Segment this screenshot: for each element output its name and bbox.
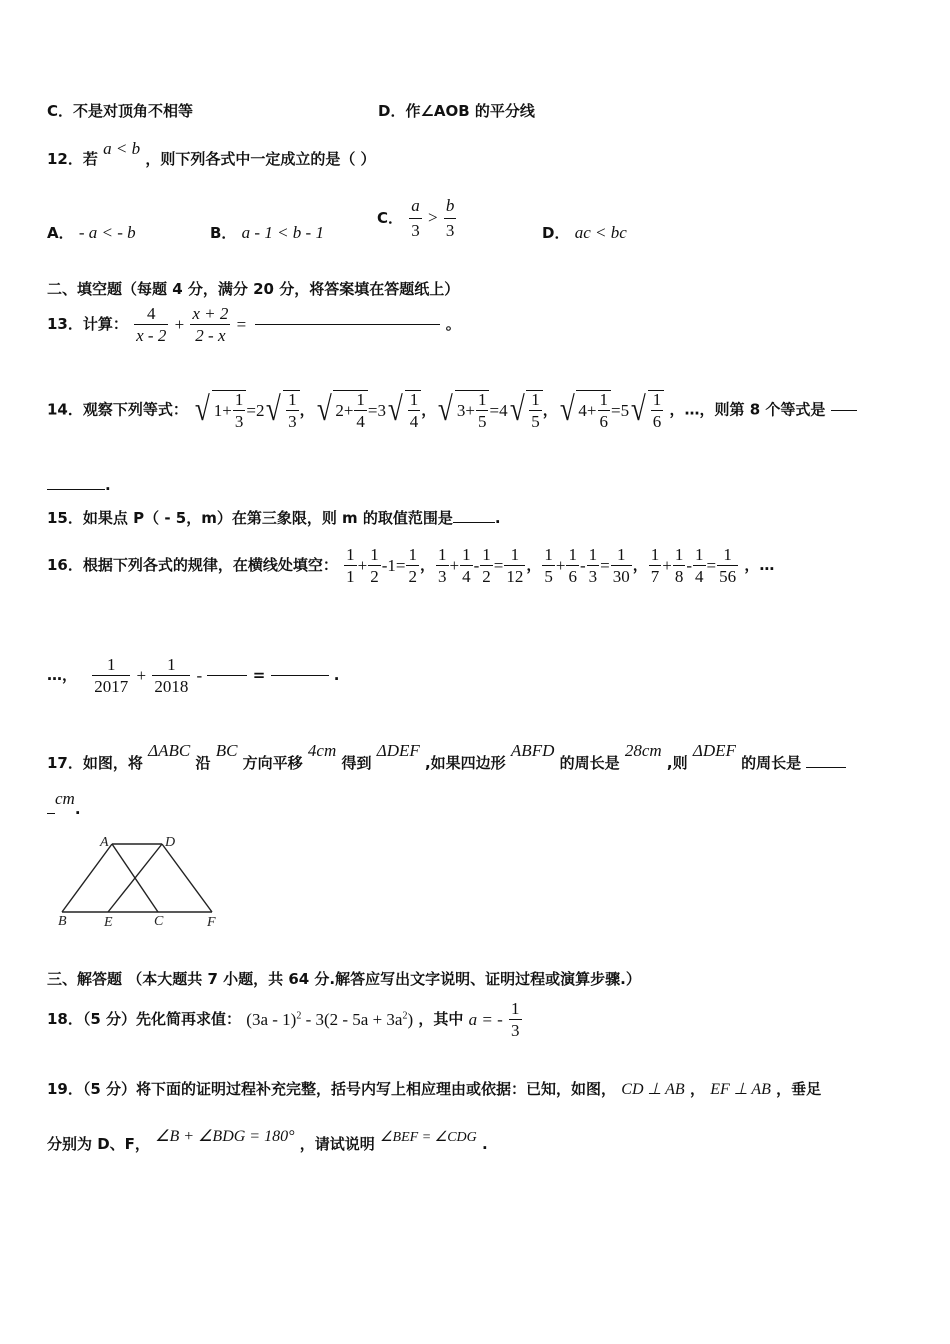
fraction: $\frac{1}{2}$ bbox=[482, 545, 491, 586]
minus: - bbox=[381, 556, 388, 575]
fraction: $\frac{1}{5}$ bbox=[477, 390, 487, 431]
coefficient: 5 bbox=[620, 400, 630, 420]
q19-text-2: ，垂足 bbox=[776, 1080, 822, 1098]
sqrt-expression bbox=[315, 390, 368, 430]
fraction: $\frac{1}{3}$ bbox=[438, 545, 447, 586]
answer-blank[interactable] bbox=[207, 675, 247, 676]
q12-option-b bbox=[210, 222, 324, 243]
plus: + bbox=[586, 401, 597, 420]
q17-text-6: 的周长是 bbox=[559, 754, 620, 772]
plus: + bbox=[555, 556, 566, 575]
fraction: $\frac{1}{3}$ bbox=[234, 390, 244, 431]
q12-condition: a < b bbox=[103, 139, 141, 158]
q14-equations bbox=[193, 390, 664, 431]
q19-text-1: 19．（5 分）将下面的证明过程补充完整，括号内写上相应理由或依据：已知，如图， bbox=[47, 1080, 617, 1098]
radical-sign: √ bbox=[630, 391, 646, 428]
q17-text-3: 方向平移 bbox=[242, 754, 303, 772]
fraction: $\frac{1}{4}$ bbox=[462, 545, 471, 586]
q17-triangle-def: ΔDEF bbox=[376, 741, 420, 760]
q12-option-d-label: D． bbox=[542, 224, 570, 242]
fraction: $\frac{1}{8}$ bbox=[674, 545, 684, 586]
q17-text-4: 得到 bbox=[341, 754, 372, 772]
q17-text-5: ,如果四边形 bbox=[424, 754, 506, 772]
equals: = bbox=[600, 556, 610, 575]
q17-text-7: ,则 bbox=[666, 754, 688, 772]
section-3-title: 三、解答题 （本大题共 7 小题，共 64 分.解答应写出文字说明、证明过程或演算步骤.） bbox=[47, 970, 641, 988]
separator: ， bbox=[632, 556, 648, 574]
q14-tail: ，…，则第 8 个等式是 bbox=[669, 400, 826, 419]
plus: + bbox=[449, 556, 460, 575]
minus: - bbox=[473, 556, 480, 575]
q14-equation bbox=[315, 390, 437, 431]
q14-equation bbox=[558, 390, 665, 431]
q17-quadrilateral: ABFD bbox=[510, 741, 555, 760]
q19 bbox=[47, 1082, 821, 1098]
coefficient: 3 bbox=[377, 400, 387, 420]
q14-line2 bbox=[47, 478, 111, 493]
answer-blank[interactable] bbox=[806, 767, 846, 768]
q17-figure bbox=[50, 832, 230, 932]
q19-text-4: ，请试说明 bbox=[299, 1135, 375, 1153]
answer-blank[interactable] bbox=[831, 410, 857, 411]
q19-condition-3: ∠B + ∠BDG = 180° bbox=[155, 1128, 295, 1145]
answer-blank[interactable] bbox=[47, 813, 55, 814]
q12-option-d bbox=[542, 222, 627, 243]
q12-label: 12．若 bbox=[47, 150, 98, 168]
fraction: $\frac{x + 2}{2 - x}$ bbox=[192, 304, 229, 345]
q11-option-d: D．作∠AOB 的平分线 bbox=[378, 102, 535, 120]
plus: + bbox=[222, 401, 232, 420]
radical-sign: √ bbox=[559, 391, 575, 428]
radical-sign: √ bbox=[438, 391, 454, 428]
q17-unit: cm bbox=[55, 789, 75, 808]
q17-triangle-abc: ΔABC bbox=[148, 741, 191, 760]
q17-line2 bbox=[47, 789, 81, 818]
q15-end: . bbox=[494, 509, 501, 527]
q19-text-3: 分别为 D、F， bbox=[47, 1135, 150, 1153]
label-d: D bbox=[165, 835, 176, 850]
q16-equation bbox=[648, 545, 739, 586]
q14-equation bbox=[193, 390, 315, 431]
fraction: $\frac{1}{3}$ bbox=[588, 545, 598, 586]
equals: = bbox=[252, 666, 266, 684]
separator: ， bbox=[542, 400, 558, 419]
label-a: A bbox=[100, 835, 109, 850]
fraction: $\frac{1}{30}$ bbox=[612, 545, 630, 586]
q18-a-value: a = - bbox=[468, 1010, 503, 1029]
q17 bbox=[47, 741, 846, 772]
equals: = bbox=[611, 400, 621, 420]
q18-label: 18．（5 分）先化简再求值： bbox=[47, 1010, 242, 1028]
equals: = bbox=[395, 556, 406, 575]
q16-line2 bbox=[47, 656, 339, 695]
minus: - bbox=[686, 556, 693, 575]
fraction: $\frac{1}{5}$ bbox=[531, 390, 540, 431]
q17-distance: 4cm bbox=[307, 741, 337, 760]
fraction: $\frac{1}{6}$ bbox=[652, 390, 662, 431]
fraction: $\frac{1}{2017}$ bbox=[94, 655, 129, 696]
sqrt-expression bbox=[508, 390, 543, 430]
sqrt-expression bbox=[386, 390, 421, 430]
minus: - bbox=[579, 556, 586, 575]
q17-text-2: 沿 bbox=[195, 754, 211, 772]
q12-tail: ，则下列各式中一定成立的是（ ） bbox=[145, 150, 376, 168]
q12-stem bbox=[47, 139, 376, 168]
q12-option-b-label: B． bbox=[210, 224, 237, 242]
fraction: $\frac{1}{4}$ bbox=[409, 390, 419, 431]
plus: + bbox=[343, 401, 354, 420]
radical-sign: √ bbox=[509, 391, 525, 428]
integer: 2 bbox=[335, 401, 344, 420]
fraction: $\frac{a}{3}$ bbox=[411, 196, 420, 240]
radical-sign: √ bbox=[387, 391, 403, 428]
radical-sign: √ bbox=[316, 391, 332, 428]
q13 bbox=[47, 305, 461, 344]
q18-mid: ，其中 bbox=[418, 1010, 464, 1028]
section-2-title: 二、填空题（每题 4 分，满分 20 分，将答案填在答题纸上） bbox=[47, 280, 460, 298]
greater-than: > bbox=[427, 208, 438, 227]
answer-blank[interactable] bbox=[453, 522, 495, 523]
fraction: $\frac{1}{3}$ bbox=[288, 390, 297, 431]
equals: = bbox=[236, 315, 247, 334]
q18-expression: $(3a - 1)^2 - 3(2 - 5a + 3a^2)$ bbox=[246, 1010, 414, 1029]
q12-option-b-expr: a - 1 < b - 1 bbox=[241, 223, 324, 242]
fraction: $\frac{1}{2}$ bbox=[370, 545, 379, 586]
label-e: E bbox=[104, 915, 113, 930]
q16 bbox=[47, 546, 774, 585]
q16-tail: ，… bbox=[744, 556, 775, 574]
separator: ， bbox=[299, 400, 315, 419]
q14 bbox=[47, 390, 857, 430]
radical-sign: √ bbox=[266, 391, 282, 428]
q12-option-a bbox=[47, 222, 136, 243]
fraction: $\frac{1}{2018}$ bbox=[154, 655, 189, 696]
q13-label: 13．计算： bbox=[47, 315, 128, 333]
q12-option-c-label: C． bbox=[377, 209, 404, 227]
q16-equation bbox=[435, 545, 542, 586]
sqrt-expression bbox=[264, 390, 299, 430]
q12-option-c bbox=[377, 196, 457, 241]
label-b: B bbox=[58, 914, 67, 929]
q19-line2 bbox=[47, 1128, 488, 1153]
radical-sign: √ bbox=[194, 391, 210, 428]
q15 bbox=[47, 511, 501, 526]
fraction: $\frac{1}{3}$ bbox=[511, 999, 520, 1040]
segment-df bbox=[162, 844, 212, 912]
plus: + bbox=[136, 666, 147, 685]
equals: = bbox=[706, 556, 717, 575]
fraction: $\frac{1}{56}$ bbox=[719, 545, 737, 586]
q13-end: 。 bbox=[445, 315, 461, 333]
q18 bbox=[47, 1000, 523, 1039]
fraction: $\frac{1}{2}$ bbox=[408, 545, 417, 586]
q19-goal: ∠BEF = ∠CDG bbox=[379, 1130, 477, 1145]
q19-condition-2: EF ⊥ AB bbox=[710, 1081, 771, 1098]
integer: 4 bbox=[578, 401, 587, 420]
plus: + bbox=[357, 556, 368, 575]
plus: + bbox=[174, 315, 185, 334]
minus: - bbox=[196, 666, 203, 685]
q19-condition-1: CD ⊥ AB bbox=[621, 1081, 685, 1098]
q16-end: . bbox=[333, 666, 340, 684]
equals: = bbox=[367, 400, 378, 420]
sqrt-expression bbox=[193, 390, 246, 430]
sqrt-expression bbox=[629, 390, 664, 430]
coefficient: 4 bbox=[499, 400, 508, 420]
fraction: $\frac{1}{6}$ bbox=[599, 390, 609, 431]
q16-label: 16．根据下列各式的规律，在横线处填空： bbox=[47, 556, 338, 574]
coefficient: 2 bbox=[255, 400, 265, 420]
answer-blank[interactable] bbox=[47, 489, 105, 490]
q14-end: . bbox=[105, 476, 111, 494]
equals: = bbox=[493, 556, 504, 575]
q17-perimeter: 28cm bbox=[624, 741, 662, 760]
q14-equation bbox=[436, 390, 558, 431]
separator: ， bbox=[526, 556, 542, 574]
fraction: $\frac{1}{1}$ bbox=[346, 545, 355, 586]
q16-equation bbox=[541, 545, 648, 586]
sqrt-expression bbox=[436, 390, 489, 430]
plus: + bbox=[465, 401, 475, 420]
fraction: $\frac{1}{4}$ bbox=[695, 545, 704, 586]
q16-equations bbox=[343, 545, 739, 586]
fraction: $\frac{1}{12}$ bbox=[506, 545, 524, 586]
integer: 1 bbox=[213, 401, 223, 420]
plus: + bbox=[662, 556, 672, 575]
fraction: $\frac{1}{5}$ bbox=[544, 545, 553, 586]
label-c: C bbox=[154, 914, 164, 929]
separator: ， bbox=[421, 400, 437, 419]
integer: 1 bbox=[387, 556, 396, 575]
fraction: $\frac{1}{6}$ bbox=[568, 545, 577, 586]
q19-end: . bbox=[481, 1135, 488, 1153]
q16-prefix: …， bbox=[47, 666, 78, 684]
q17-triangle-def-2: ΔDEF bbox=[692, 741, 736, 760]
equals: = bbox=[246, 400, 256, 420]
q14-label: 14．观察下列等式： bbox=[47, 400, 188, 419]
q16-equation bbox=[343, 545, 435, 586]
q17-text-1: 17．如图，将 bbox=[47, 754, 143, 772]
q17-end: . bbox=[74, 800, 81, 818]
q15-text: 15．如果点 P（ - 5，m）在第三象限，则 m 的取值范围是 bbox=[47, 509, 453, 527]
q17-segment-bc: BC bbox=[215, 741, 238, 760]
fraction: $\frac{b}{3}$ bbox=[445, 196, 455, 240]
separator: ， bbox=[419, 556, 435, 574]
sqrt-expression bbox=[558, 390, 611, 430]
answer-blank[interactable] bbox=[271, 675, 329, 676]
integer: 3 bbox=[456, 401, 466, 420]
q12-option-a-expr: - a < - b bbox=[78, 223, 136, 242]
fraction: $\frac{1}{4}$ bbox=[356, 390, 365, 431]
answer-blank[interactable] bbox=[255, 324, 440, 325]
segment-ab bbox=[62, 844, 112, 912]
q12-option-d-expr: ac < bc bbox=[574, 223, 627, 242]
q19-sep: ， bbox=[689, 1080, 705, 1098]
q11-option-c: C．不是对顶角不相等 bbox=[47, 102, 194, 120]
equals: = bbox=[489, 400, 500, 420]
q17-text-8: 的周长是 bbox=[741, 754, 802, 772]
segment-de bbox=[108, 844, 162, 912]
q12-option-a-label: A． bbox=[47, 224, 74, 242]
fraction: $\frac{4}{x - 2}$ bbox=[136, 304, 167, 345]
label-f: F bbox=[207, 915, 216, 930]
fraction: $\frac{1}{7}$ bbox=[650, 545, 660, 586]
